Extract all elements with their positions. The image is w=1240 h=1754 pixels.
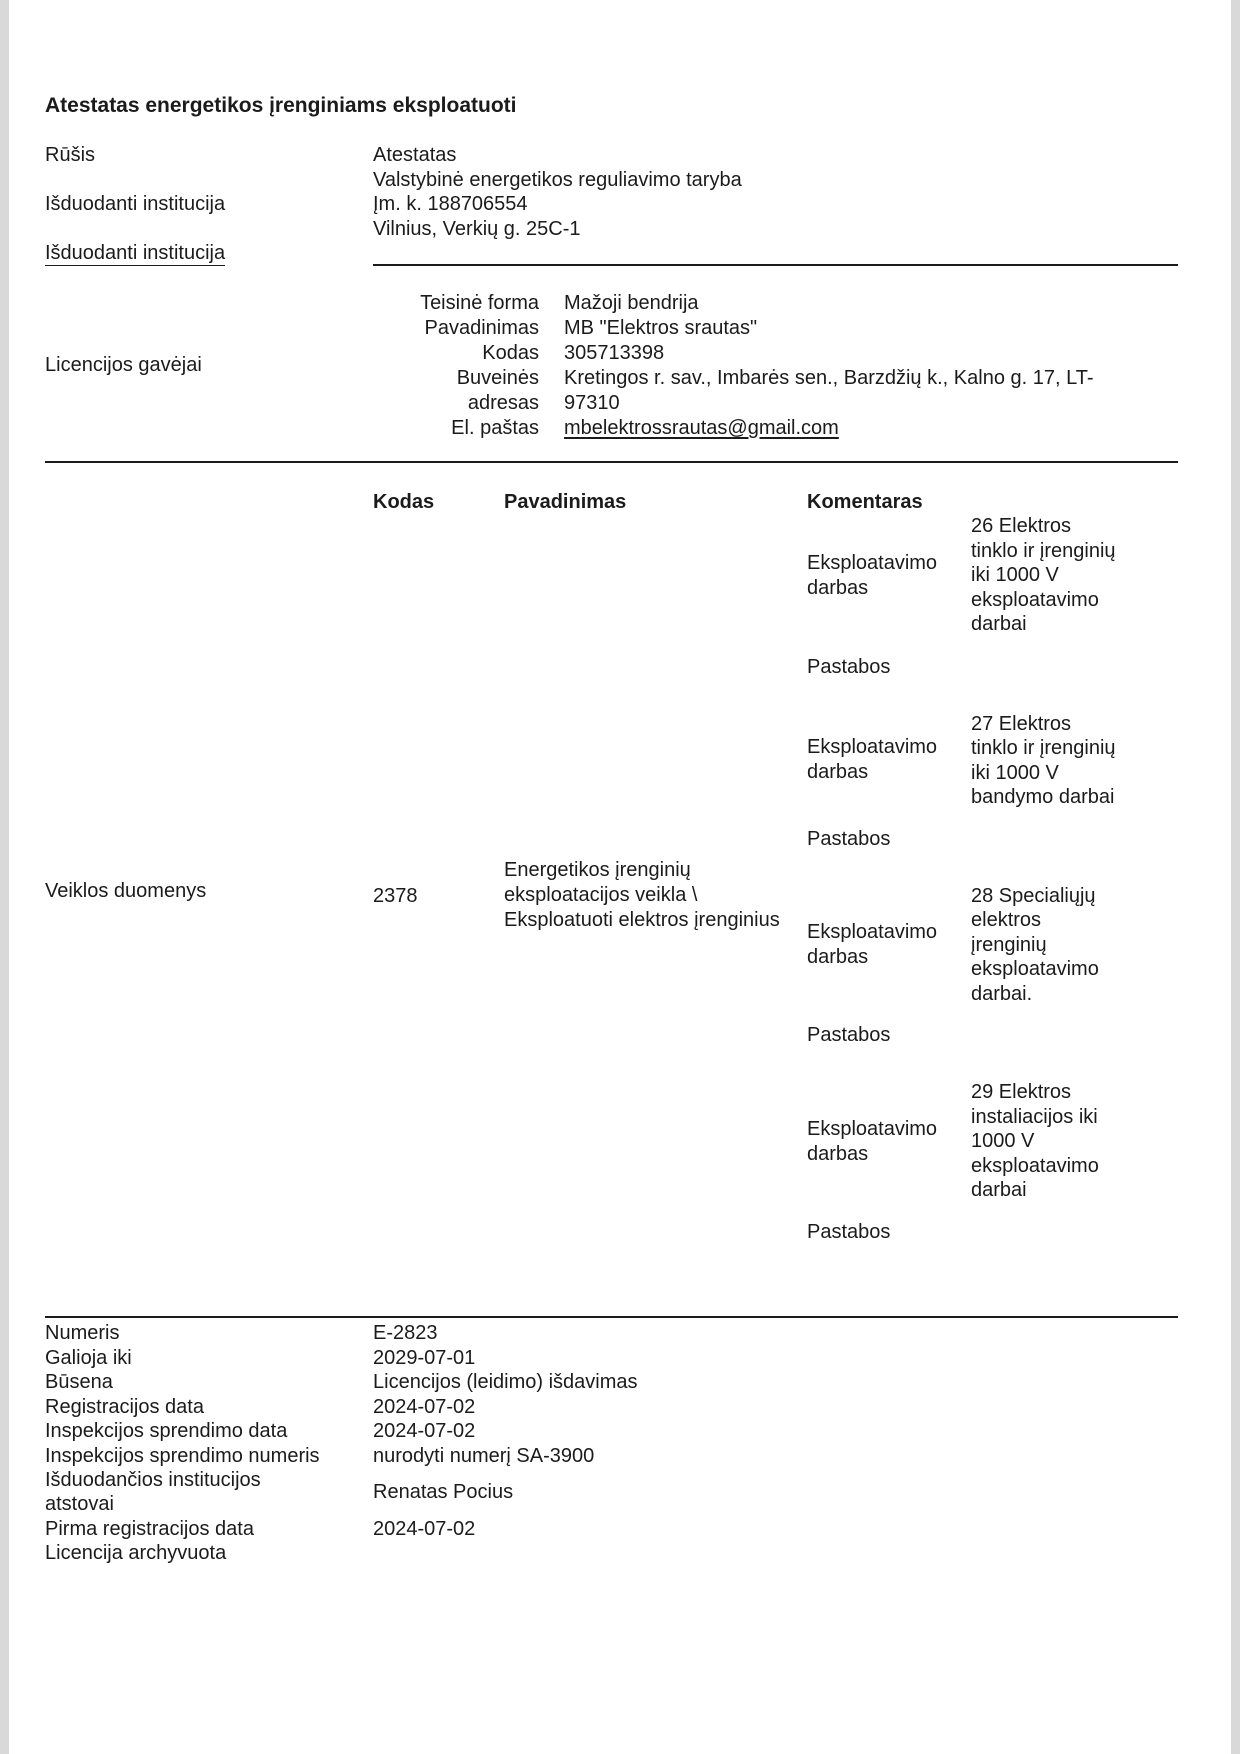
registracijos-label: Registracijos data [45, 1396, 204, 1418]
work-desc-1-line-1: 26 Elektros [971, 515, 1072, 537]
address-label-2: adresas [467, 392, 539, 414]
work-desc-4-line-3: 1000 V [971, 1130, 1035, 1152]
work-label-1a: Eksploatavimo [807, 552, 938, 574]
busena-label: Būsena [45, 1371, 113, 1393]
atstovai-label-1: Išduodančios institucijos [45, 1469, 261, 1491]
col-header-kodas: Kodas [373, 491, 435, 513]
work-desc-3-line-2: elektros [971, 909, 1042, 931]
insp-nr-label: Inspekcijos sprendimo numeris [45, 1445, 320, 1467]
institution-label-2: Išduodanti institucija [45, 242, 226, 264]
company-name-value: MB "Elektros srautas" [564, 317, 758, 339]
institution-label: Išduodanti institucija [45, 193, 226, 215]
col-header-komentaras: Komentaras [807, 491, 923, 513]
work-label-4a: Eksploatavimo [807, 1118, 938, 1140]
activity-name-line-2: eksploatacijos veikla \ [504, 884, 698, 906]
work-notes-2: Pastabos [807, 828, 891, 850]
activity-label: Veiklos duomenys [45, 880, 207, 902]
registracijos-value: 2024-07-02 [373, 1396, 476, 1418]
busena-value: Licencijos (leidimo) išdavimas [373, 1371, 638, 1393]
atstovai-value: Renatas Pocius [373, 1481, 514, 1503]
work-notes-1: Pastabos [807, 656, 891, 678]
divider-1 [373, 264, 1178, 266]
work-desc-4-line-2: instaliacijos iki [971, 1106, 1098, 1128]
work-desc-2-line-1: 27 Elektros [971, 713, 1072, 735]
work-desc-2-line-3: iki 1000 V [971, 762, 1059, 784]
pirma-label: Pirma registracijos data [45, 1518, 254, 1540]
work-desc-3-line-5: darbai. [971, 983, 1033, 1005]
insp-data-label: Inspekcijos sprendimo data [45, 1420, 288, 1442]
work-desc-4-line-4: eksploatavimo [971, 1155, 1099, 1177]
work-desc-1-line-4: eksploatavimo [971, 589, 1099, 611]
numeris-label: Numeris [45, 1322, 120, 1344]
company-name-label: Pavadinimas [424, 317, 539, 339]
company-code-label: Kodas [482, 342, 539, 364]
work-desc-1-line-3: iki 1000 V [971, 564, 1059, 586]
work-desc-3-line-4: eksploatavimo [971, 958, 1099, 980]
address-value-2: 97310 [564, 392, 620, 414]
divider-2 [45, 461, 1178, 463]
work-label-2b: darbas [807, 761, 869, 783]
legal-form-label: Teisinė forma [420, 292, 539, 314]
page-edge-right [1231, 0, 1240, 1754]
work-notes-3: Pastabos [807, 1024, 891, 1046]
atstovai-label-2: atstovai [45, 1493, 114, 1515]
work-desc-1-line-2: tinklo ir įrenginių [971, 540, 1116, 562]
work-desc-3-line-1: 28 Specialiųjų [971, 885, 1096, 907]
legal-form-value: Mažoji bendrija [564, 292, 699, 314]
col-header-pavadinimas: Pavadinimas [504, 491, 627, 513]
rusis-label: Rūšis [45, 144, 96, 166]
activity-name-line-3: Eksploatuoti elektros įrenginius [504, 909, 780, 931]
institution-address: Vilnius, Verkių g. 25C-1 [373, 218, 581, 240]
work-desc-2-line-4: bandymo darbai [971, 786, 1115, 808]
activity-name-line-1: Energetikos įrenginių [504, 859, 691, 881]
address-value-1: Kretingos r. sav., Imbarės sen., Barzdžių k., Kalno g. 17, LT- [564, 367, 1094, 389]
galioja-label: Galioja iki [45, 1347, 132, 1369]
institution-name: Valstybinė energetikos reguliavimo taryba [373, 169, 742, 191]
page-edge-left [0, 0, 9, 1754]
work-desc-4-line-5: darbai [971, 1179, 1027, 1201]
document-title: Atestatas energetikos įrenginiams eksploatuoti [45, 94, 517, 117]
institution-code: Įm. k. 188706554 [373, 193, 528, 215]
work-label-2a: Eksploatavimo [807, 736, 938, 758]
work-desc-3-line-3: įrenginių [971, 934, 1047, 956]
rusis-value: Atestatas [373, 144, 457, 166]
email-link[interactable]: mbelektrossrautas@gmail.com [564, 417, 839, 439]
company-code-value: 305713398 [564, 342, 665, 364]
address-label-1: Buveinės [456, 367, 539, 389]
work-desc-2-line-2: tinklo ir įrenginių [971, 737, 1116, 759]
work-label-4b: darbas [807, 1143, 869, 1165]
divider-3 [45, 1316, 1178, 1318]
insp-data-value: 2024-07-02 [373, 1420, 476, 1442]
archyvuota-label: Licencija archyvuota [45, 1542, 227, 1564]
recipients-label: Licencijos gavėjai [45, 354, 202, 376]
numeris-value: E-2823 [373, 1322, 438, 1344]
pirma-value: 2024-07-02 [373, 1518, 476, 1540]
work-label-3a: Eksploatavimo [807, 921, 938, 943]
insp-nr-value: nurodyti numerį SA-3900 [373, 1445, 595, 1467]
work-notes-4: Pastabos [807, 1221, 891, 1243]
galioja-value: 2029-07-01 [373, 1347, 476, 1369]
work-desc-1-line-5: darbai [971, 613, 1027, 635]
work-desc-4-line-1: 29 Elektros [971, 1081, 1072, 1103]
activity-code: 2378 [373, 885, 418, 907]
work-label-1b: darbas [807, 577, 869, 599]
email-label: El. paštas [451, 417, 539, 439]
work-label-3b: darbas [807, 946, 869, 968]
